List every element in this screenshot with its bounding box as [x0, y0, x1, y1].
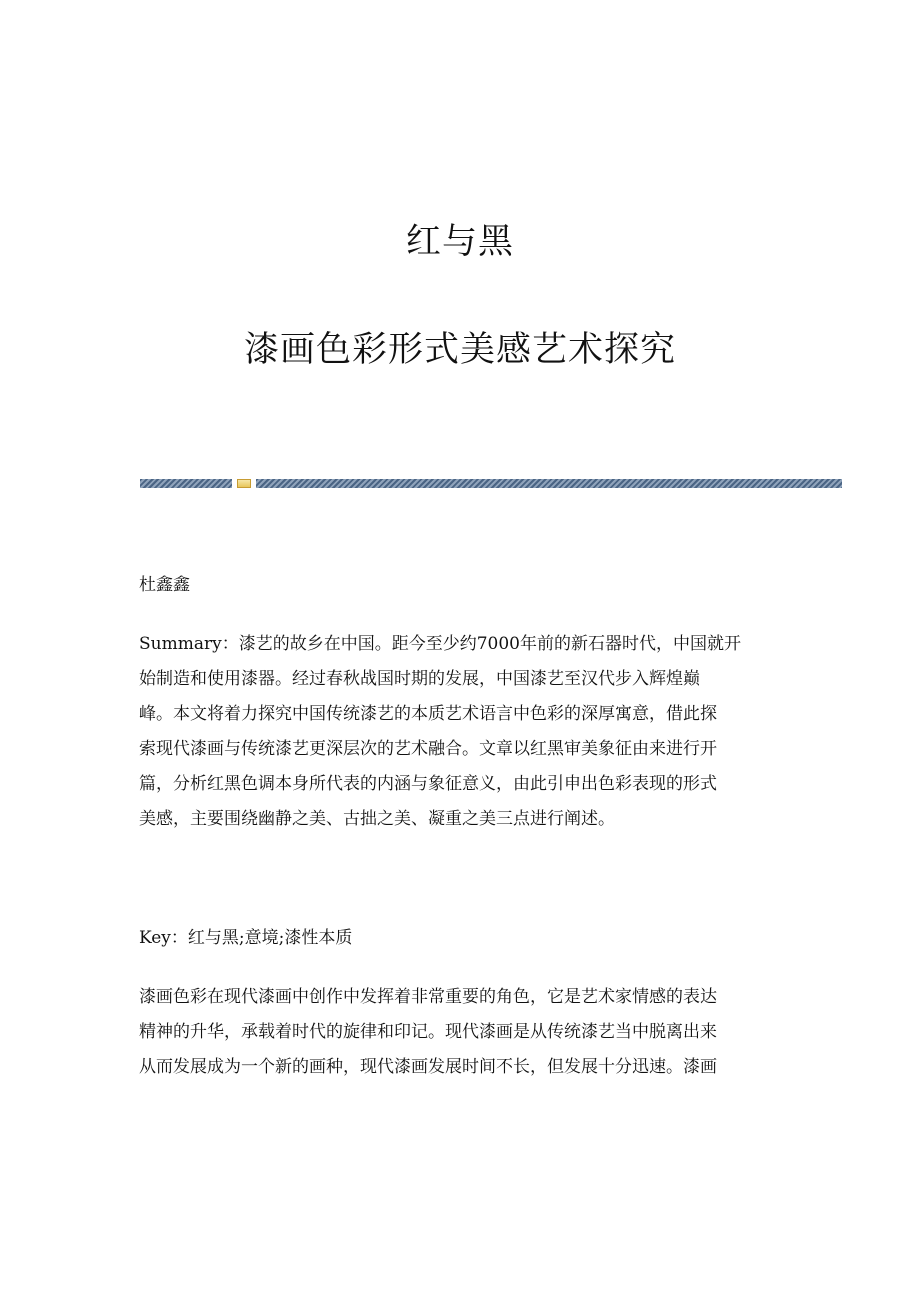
- divider-ornament-icon: [237, 479, 251, 488]
- summary-line: Summary：漆艺的故乡在中国。距今至少约7000年前的新石器时代，中国就开: [139, 634, 741, 654]
- body-line: 漆画色彩在现代漆画中创作中发挥着非常重要的角色，它是艺术家情感的表达: [139, 987, 717, 1007]
- summary-line: 索现代漆画与传统漆艺更深层次的艺术融合。文章以红黑审美象征由来进行开: [139, 739, 717, 759]
- summary-line: 美感，主要围绕幽静之美、古拙之美、凝重之美三点进行阐述。: [139, 809, 615, 829]
- divider-bar-right: [256, 479, 842, 488]
- page-subtitle: 漆画色彩形式美感艺术探究: [243, 330, 676, 370]
- divider-bar-left: [140, 479, 232, 488]
- body-line: 精神的升华，承载着时代的旋律和印记。现代漆画是从传统漆艺当中脱离出来: [139, 1022, 717, 1042]
- keywords-line: Key：红与黑;意境;漆性本质: [139, 928, 353, 948]
- summary-line: 始制造和使用漆器。经过春秋战国时期的发展，中国漆艺至汉代步入辉煌巅: [139, 669, 700, 689]
- decorative-divider: [140, 479, 842, 488]
- summary-line: 峰。本文将着力探究中国传统漆艺的本质艺术语言中色彩的深厚寓意，借此探: [139, 704, 717, 724]
- summary-line: 篇，分析红黑色调本身所代表的内涵与象征意义，由此引申出色彩表现的形式: [139, 774, 717, 794]
- body-line: 从而发展成为一个新的画种，现代漆画发展时间不长，但发展十分迅速。漆画: [139, 1057, 717, 1077]
- page-title: 红与黑: [405, 222, 514, 262]
- summary-paragraph: [139, 629, 771, 839]
- author-name: 杜鑫鑫: [139, 575, 190, 595]
- body-paragraph: [139, 982, 771, 1087]
